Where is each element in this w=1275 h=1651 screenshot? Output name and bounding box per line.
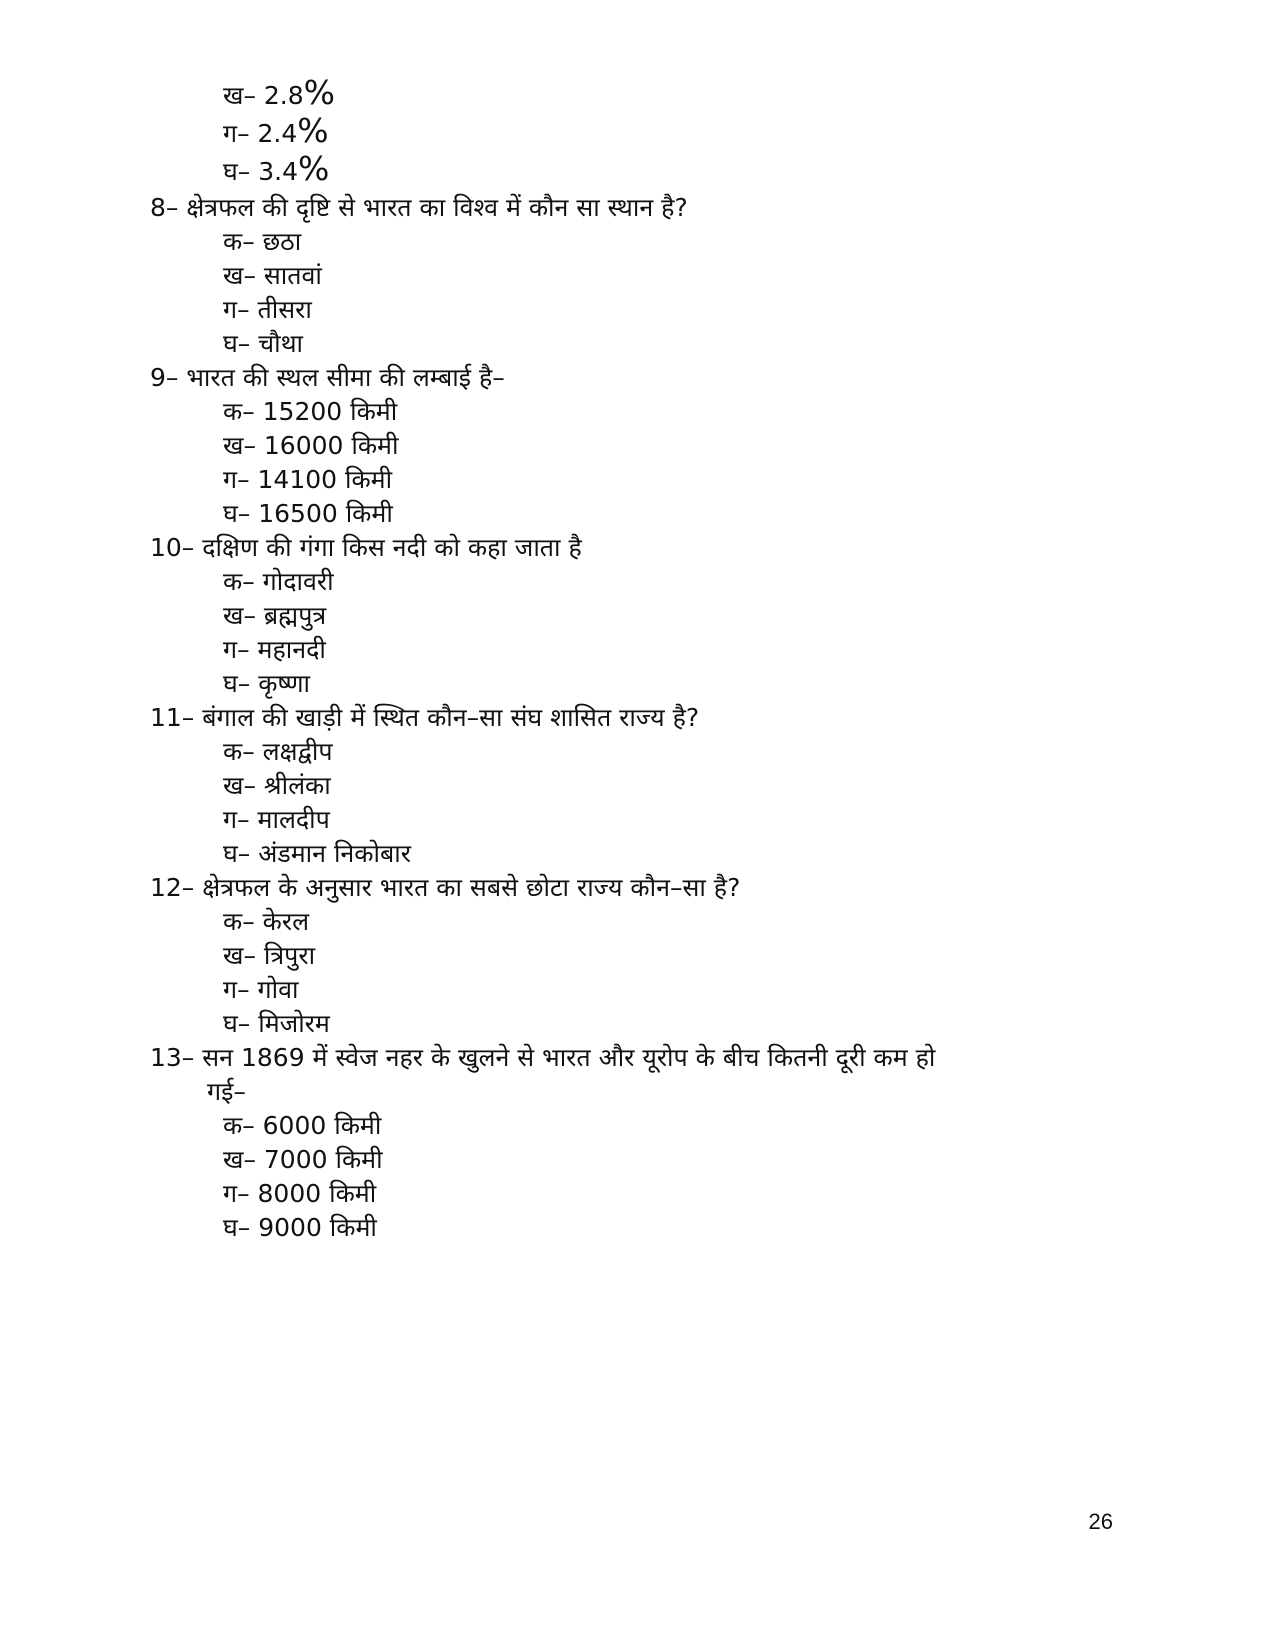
question-8-option-gha [223,327,303,361]
option-text: 16000 किमी [263,431,399,460]
question-text: बंगाल की खाड़ी में स्थित कौन–सा संघ शासित राज्य है? [202,703,700,732]
question-12-option-ka [223,905,309,939]
question-number: 10– [150,533,195,562]
option-label: घ– [223,329,251,358]
option-label: ख– [223,941,256,970]
option-label: घ– [223,839,251,868]
question-number: 13– [150,1043,195,1072]
option-text: 15200 किमी [262,397,398,426]
page-number: 26 [1088,1509,1113,1534]
question-text: क्षेत्रफल के अनुसार भारत का सबसे छोटा राज्य कौन–सा है? [202,873,741,902]
option-label: घ– [223,157,251,186]
option-text: ब्रह्मपुत्र [263,601,327,630]
option-text: छठा [262,227,302,256]
question-text: दक्षिण की गंगा किस नदी को कहा जाता है [202,533,582,562]
option-text: 14100 किमी [257,465,393,494]
option-text: लक्षद्वीप [262,737,333,766]
question-13-option-ka [223,1109,381,1143]
option-label: घ– [223,1213,251,1242]
option-text: त्रिपुरा [263,941,316,970]
question-13-option-gha [223,1211,377,1245]
question-number: 12– [150,873,195,902]
option-text: मिजोरम [258,1009,330,1038]
question-13-continuation [207,1075,246,1109]
question-text-continued: गई– [207,1077,246,1106]
question-8 [150,191,688,225]
option-text: 9000 किमी [258,1213,377,1242]
option-text: केरल [262,907,310,936]
question-12-option-kha [223,939,315,973]
option-label: घ– [223,669,251,698]
question-13 [150,1041,935,1075]
option-label: ग– [223,119,250,148]
option-text: महानदी [257,635,326,664]
question-13-option-kha [223,1143,383,1177]
question-10 [150,531,582,565]
option-unit: % [303,73,336,112]
option-text: 6000 किमी [262,1111,382,1140]
question-8-option-ga [223,293,312,327]
option-label: ग– [223,465,250,494]
question-10-option-kha [223,599,326,633]
option-value: 2.8 [263,81,304,110]
question-text: क्षेत्रफल की दृष्टि से भारत का विश्व में कौन सा स्थान है? [186,193,688,222]
option-text: चौथा [258,329,304,358]
option-label: ग– [223,975,250,1004]
question-8-option-ka [223,225,301,259]
question-13-option-ga [223,1177,376,1211]
prev-option-kha [223,73,336,113]
question-8-option-kha [223,259,322,293]
question-text: भारत की स्थल सीमा की लम्बाई है– [186,363,505,392]
question-number: 9– [150,363,179,392]
option-label: ग– [223,635,250,664]
option-text: अंडमान निकोबार [258,839,411,868]
option-label: घ– [223,499,251,528]
prev-option-gha [223,149,330,189]
option-label: क– [223,397,255,426]
option-label: क– [223,737,255,766]
question-12-option-gha [223,1007,330,1041]
question-9-option-gha [223,497,393,531]
option-text: 16500 किमी [258,499,393,528]
option-text: श्रीलंका [263,771,331,800]
option-value: 3.4 [258,157,298,186]
option-text: तीसरा [257,295,312,324]
question-12 [150,871,740,905]
option-label: घ– [223,1009,251,1038]
question-11-option-kha [223,769,331,803]
prev-option-ga [223,111,329,151]
question-11 [150,701,699,735]
question-9 [150,361,505,395]
option-label: ख– [223,261,256,290]
option-unit: % [298,149,330,188]
question-11-option-ka [223,735,333,769]
question-11-option-ga [223,803,330,837]
option-label: क– [223,567,255,596]
option-label: ग– [223,805,250,834]
question-10-option-gha [223,667,310,701]
option-label: क– [223,907,255,936]
question-12-option-ga [223,973,298,1007]
option-text: गोवा [257,975,299,1004]
question-text: सन 1869 में स्वेज नहर के खुलने से भारत और यूरोप के बीच कितनी दूरी कम हो [202,1043,936,1072]
option-label: ख– [223,771,256,800]
question-9-option-ga [223,463,392,497]
option-text: मालदीप [257,805,330,834]
option-text: सातवां [263,261,322,290]
option-label: क– [223,1111,255,1140]
option-label: ख– [223,431,256,460]
option-unit: % [297,111,329,150]
option-text: कृष्णा [258,669,311,698]
option-label: ख– [223,601,256,630]
option-text: 7000 किमी [263,1145,383,1174]
option-value: 2.4 [257,119,298,148]
option-text: गोदावरी [262,567,334,596]
option-label: ग– [223,295,250,324]
question-number: 8– [150,193,179,222]
question-9-option-ka [223,395,397,429]
option-label: ख– [223,1145,256,1174]
option-label: ग– [223,1179,250,1208]
option-label: ख– [223,81,256,110]
question-11-option-gha [223,837,411,871]
question-9-option-kha [223,429,398,463]
question-10-option-ka [223,565,334,599]
question-10-option-ga [223,633,326,667]
question-number: 11– [150,703,195,732]
option-text: 8000 किमी [257,1179,377,1208]
option-label: क– [223,227,255,256]
